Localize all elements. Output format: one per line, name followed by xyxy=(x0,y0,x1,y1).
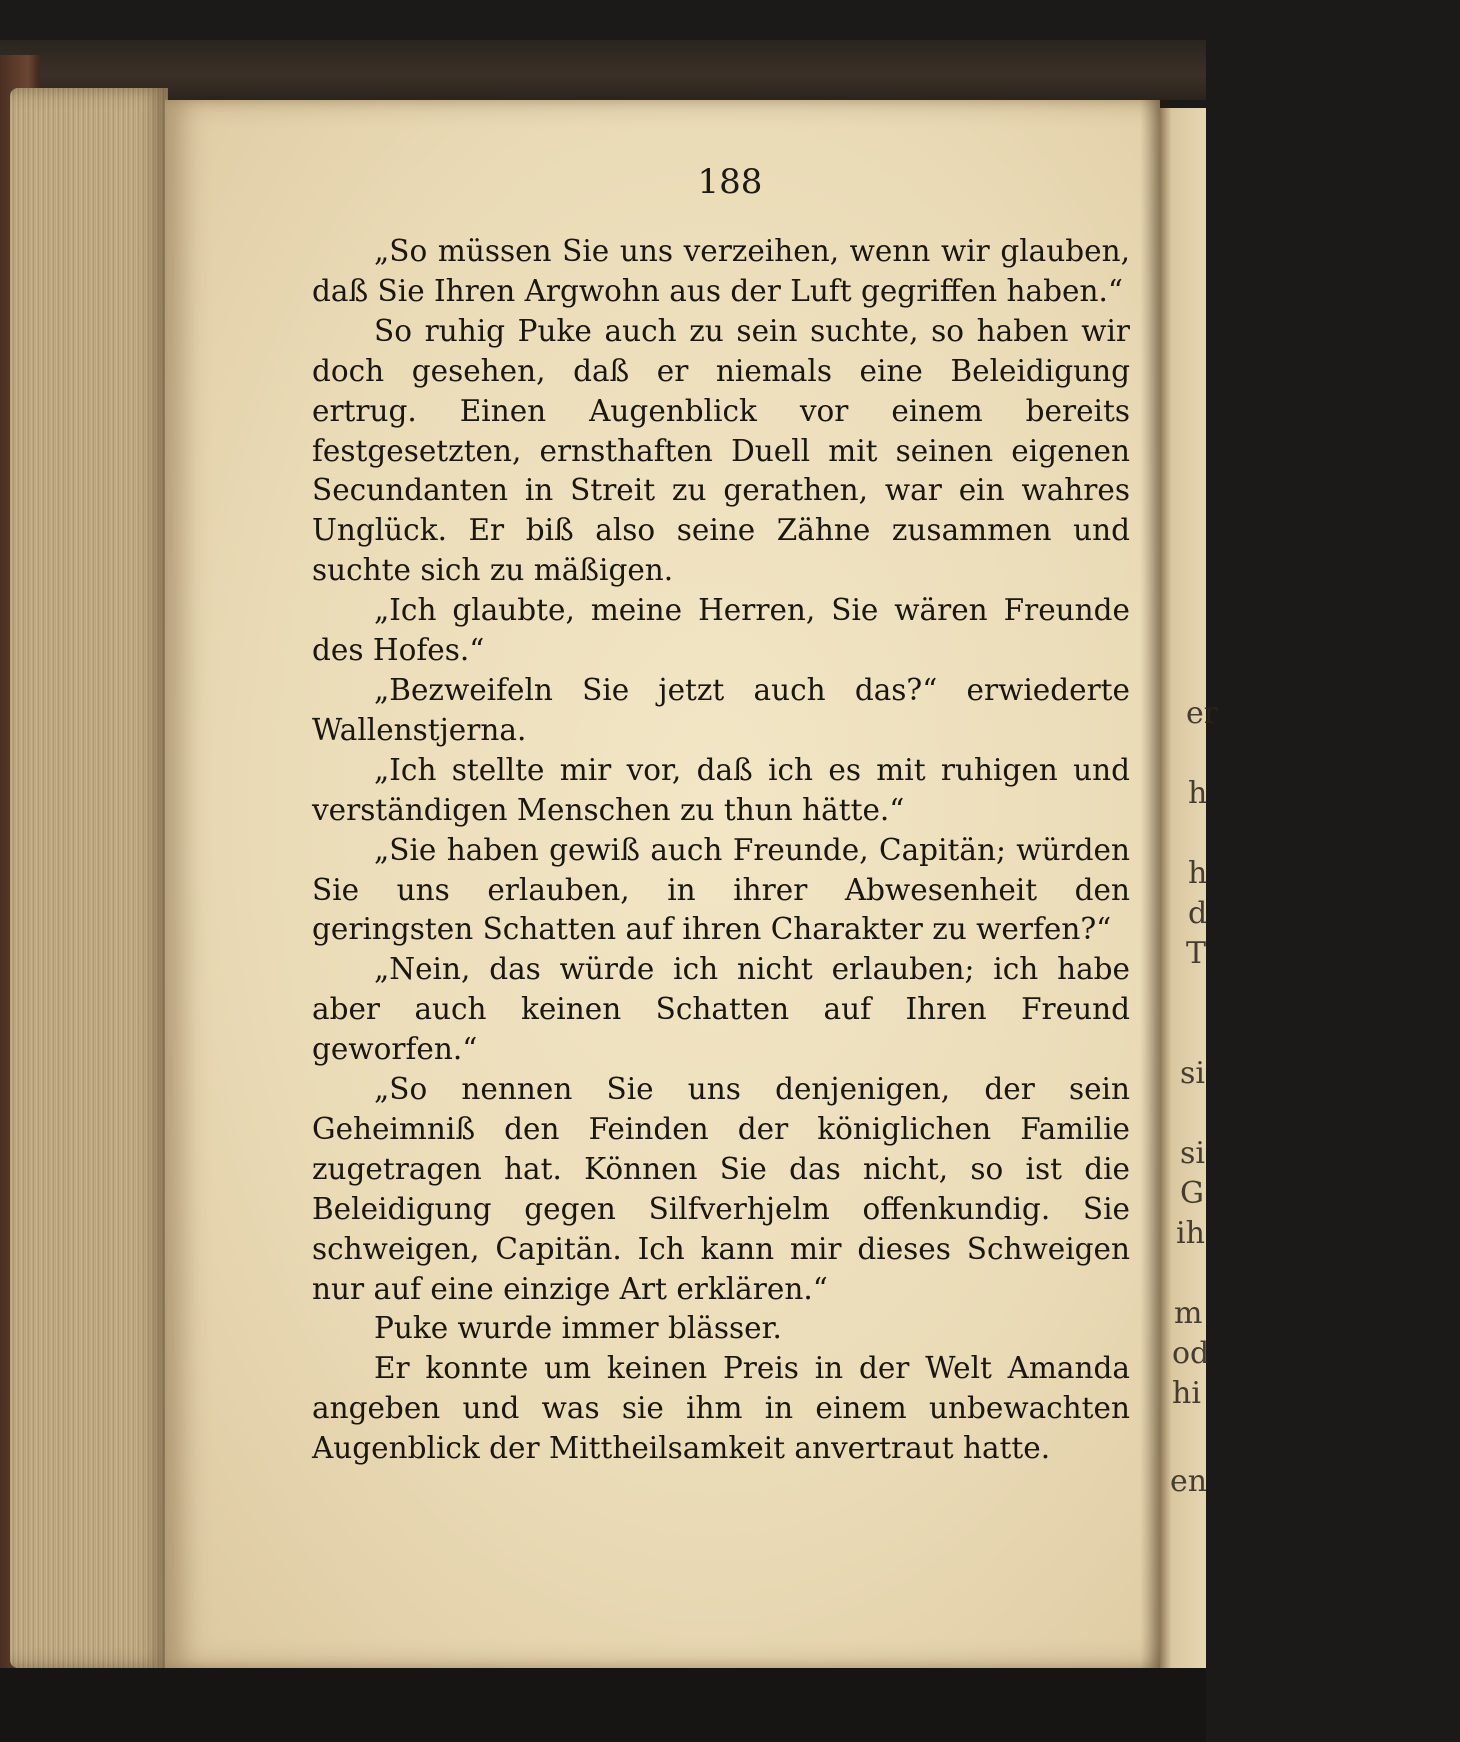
paragraph: „Bezweifeln Sie jetzt auch das?“ erwiederte Wallenstjerna. xyxy=(312,672,1130,747)
book-cover-top xyxy=(0,40,1206,100)
paragraph: „Nein, das würde ich nicht erlauben; ich habe aber auch keinen Schatten auf Ihren Freund geworfen.“ xyxy=(312,952,1130,1067)
scan-bottom-band xyxy=(0,1668,1206,1742)
next-page-fragment: hi xyxy=(1172,1376,1201,1411)
next-page-fragment: h xyxy=(1188,856,1208,891)
next-page-fragment: ih xyxy=(1176,1216,1205,1251)
paragraph: „So nennen Sie uns denjenigen, der sein Geheimniß den Feinden der königlichen Familie zugetragen hat. Können Sie das nicht, so ist die Beleidigung gegen Silfverhjelm offenkundig. Sie schweigen, Capitän. Ich kann mir dieses Schweigen nur auf eine einzige Art erklären.“ xyxy=(312,1072,1130,1306)
next-page-fragment: er xyxy=(1186,696,1219,731)
page-number: 188 xyxy=(697,162,763,202)
next-page-fragment: G xyxy=(1180,1176,1204,1211)
page-edges xyxy=(10,88,168,1668)
next-page-fragment: si xyxy=(1180,1056,1205,1091)
next-page-fragment: m xyxy=(1174,1296,1203,1331)
paragraph: „Sie haben gewiß auch Freunde, Capitän; würden Sie uns erlauben, in ihrer Abwesenheit den geringsten Schatten auf ihren Charakter zu werfen?“ xyxy=(312,832,1130,947)
paragraph: „So müssen Sie uns verzeihen, wenn wir glauben, daß Sie Ihren Argwohn aus der Luft gegriffen haben.“ xyxy=(312,234,1130,308)
next-page-fragment: si xyxy=(1180,1136,1205,1171)
paragraph: „Ich glaubte, meine Herren, Sie wären Freunde des Hofes.“ xyxy=(312,593,1130,668)
paragraph: Puke wurde immer blässer. xyxy=(374,1311,782,1346)
next-page-fragment: h xyxy=(1188,776,1208,811)
paragraph: Er konnte um keinen Preis in der Welt Amanda angeben und was sie ihm in einem unbewachten Augenblick der Mittheilsamkeit anvertraut hatte. xyxy=(312,1351,1130,1466)
next-page-fragment: d xyxy=(1188,896,1208,931)
next-page-fragment: en xyxy=(1170,1464,1208,1499)
paragraph: So ruhig Puke auch zu sein suchte, so haben wir doch gesehen, daß er niemals eine Beleidigung ertrug. Einen Augenblick vor einem bereits festgesetzten, ernsthaften Duell mit seinen eigenen Secundanten in Streit zu gerathen, war ein wahres Unglück. Er biß also seine Zähne zusammen und suchte sich zu mäßigen. xyxy=(312,313,1130,588)
paragraph: „Ich stellte mir vor, daß ich es mit ruhigen und verständigen Menschen zu thun hätte.“ xyxy=(312,752,1130,827)
next-page-fragment: T xyxy=(1186,936,1207,971)
page-body-text xyxy=(312,232,1130,1469)
next-page-fragment: od xyxy=(1172,1336,1210,1371)
